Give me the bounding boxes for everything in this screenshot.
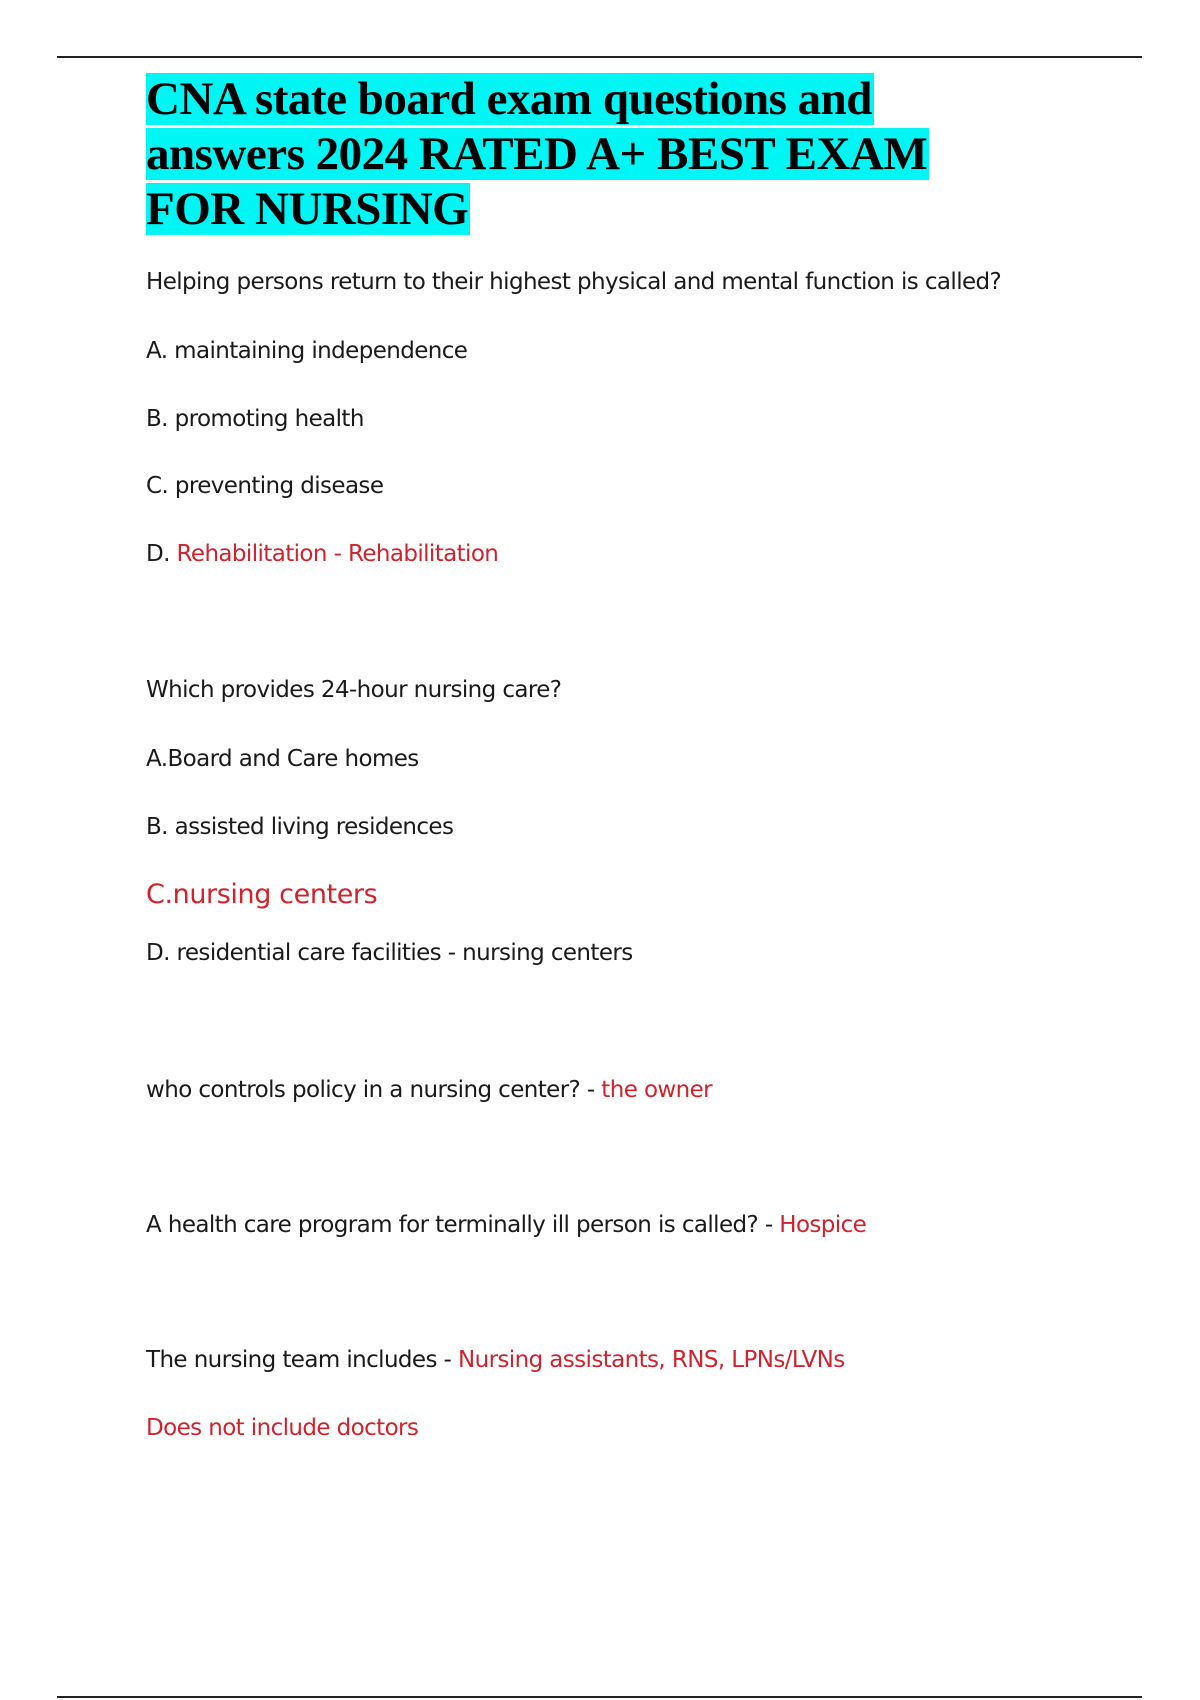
question-3 [146, 1076, 712, 1104]
question-2-option-a: A.Board and Care homes [146, 746, 419, 772]
question-1-prompt: Helping persons return to their highest physical and mental function is called? [146, 269, 1002, 295]
question-5 [146, 1346, 845, 1374]
question-2-option-b: B. assisted living residences [146, 814, 454, 840]
bottom-horizontal-rule [57, 1696, 1142, 1698]
question-5-note: Does not include doctors [146, 1415, 419, 1441]
question-5-answer: Nursing assistants, RNS, LPNs/LVNs [457, 1347, 845, 1373]
question-5-prompt: The nursing team includes - [146, 1347, 458, 1373]
title-highlight [146, 73, 929, 235]
question-1-option-c: C. preventing disease [146, 473, 384, 499]
title-line-3: FOR NURSING [146, 183, 469, 235]
question-3-answer: the owner [601, 1077, 713, 1103]
title-line-2: answers 2024 RATED A+ BEST EXAM [146, 128, 928, 180]
document-title [146, 72, 1006, 237]
title-line-1: CNA state board exam questions and [146, 73, 872, 125]
question-1-option-a: A. maintaining independence [146, 338, 468, 364]
top-horizontal-rule [57, 56, 1142, 58]
question-4 [146, 1211, 866, 1239]
question-4-prompt: A health care program for terminally ill person is called? - [146, 1212, 780, 1238]
question-3-prompt: who controls policy in a nursing center? - [146, 1077, 602, 1103]
question-1-option-d [146, 540, 498, 568]
question-1-option-b: B. promoting health [146, 406, 364, 432]
question-2-option-d: D. residential care facilities - nursing centers [146, 940, 633, 966]
question-1-answer: Rehabilitation - Rehabilitation [176, 541, 499, 567]
question-2-option-c-answer: C.nursing centers [146, 879, 378, 910]
question-4-answer: Hospice [779, 1212, 867, 1238]
option-d-prefix: D. [146, 541, 177, 567]
question-2-prompt: Which provides 24-hour nursing care? [146, 677, 562, 703]
